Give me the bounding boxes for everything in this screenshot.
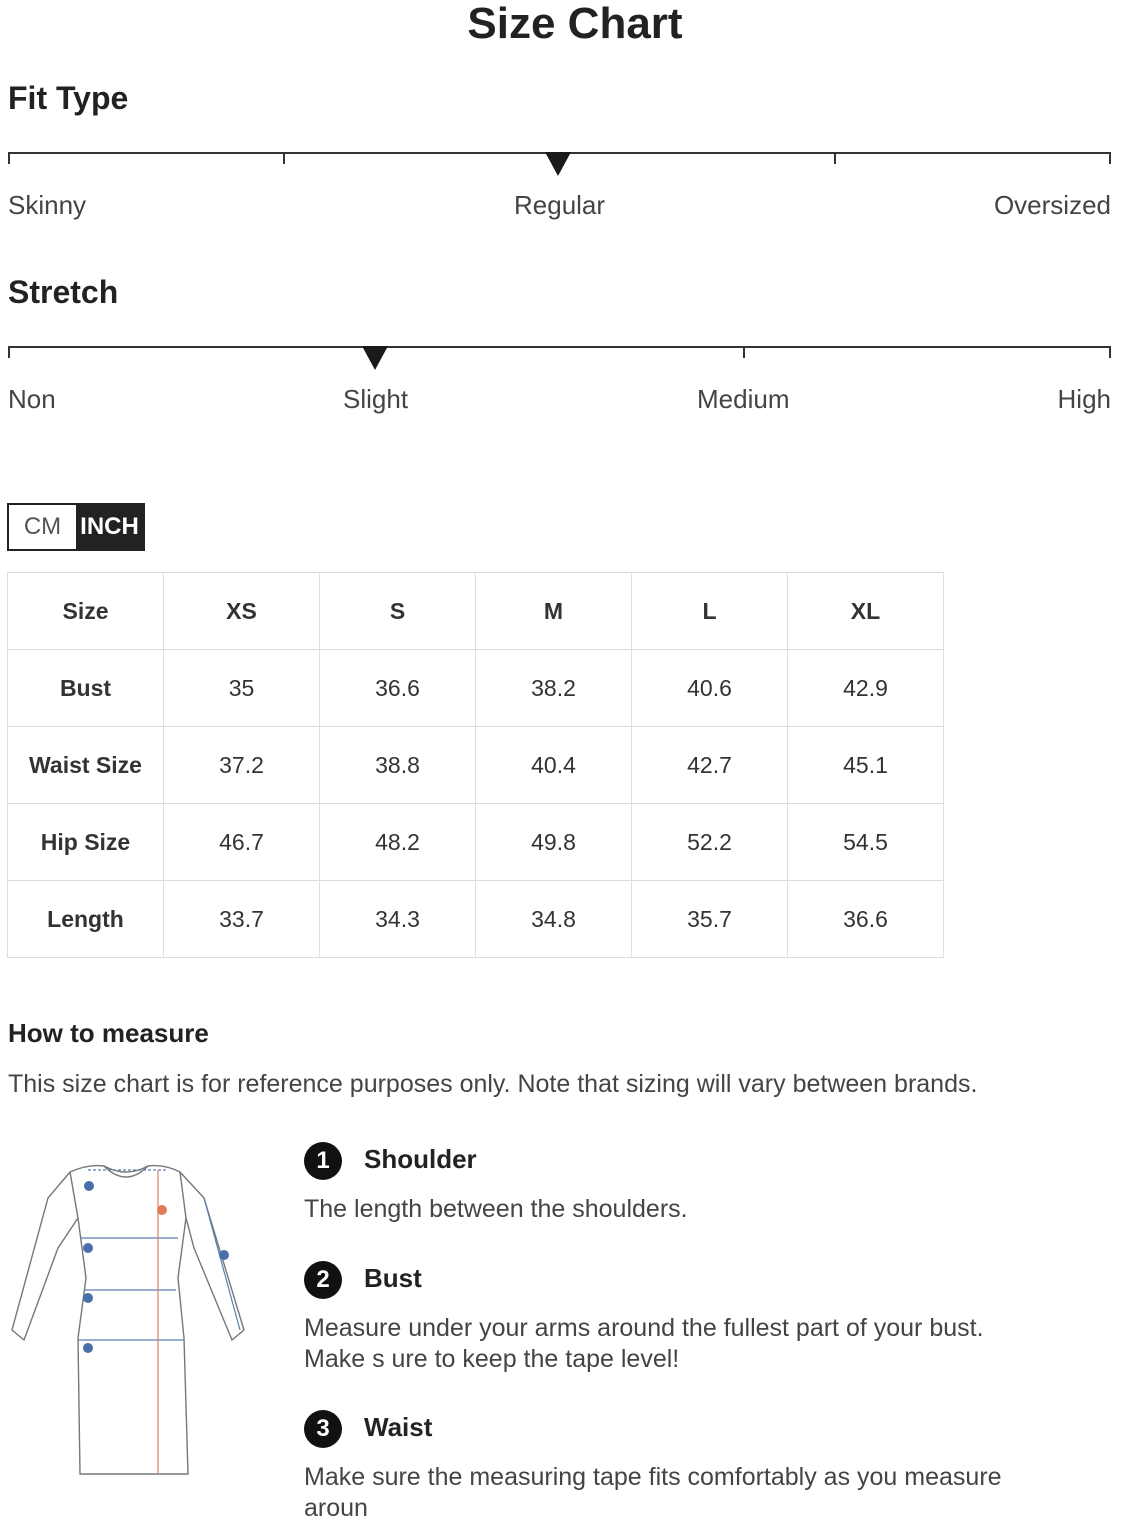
stretch-scale <box>8 346 1111 366</box>
scale-tick <box>1109 152 1111 164</box>
step-number-badge: 3 <box>304 1410 342 1448</box>
table-row-label: Length <box>8 881 164 958</box>
how-to-measure-note: This size chart is for reference purposes only. Note that sizing will vary between brands. <box>8 1070 978 1098</box>
fit-type-heading: Fit Type <box>8 80 129 116</box>
table-row <box>8 804 944 881</box>
how-to-measure-heading: How to measure <box>8 1018 209 1048</box>
table-cell: 46.7 <box>164 804 320 881</box>
table-cell: 45.1 <box>788 727 944 804</box>
table-header-cell: S <box>320 573 476 650</box>
scale-tick <box>1109 346 1111 358</box>
table-cell: 37.2 <box>164 727 320 804</box>
step-name: Shoulder <box>364 1144 477 1174</box>
table-cell: 33.7 <box>164 881 320 958</box>
stretch-marker-icon <box>362 346 388 370</box>
table-cell: 34.3 <box>320 881 476 958</box>
table-header-cell: Size <box>8 573 164 650</box>
stretch-label-slight: Slight <box>343 384 409 414</box>
table-cell: 42.9 <box>788 650 944 727</box>
step-description: The length between the shoulders. <box>304 1195 688 1223</box>
table-cell: 36.6 <box>788 881 944 958</box>
table-cell: 48.2 <box>320 804 476 881</box>
table-row-label: Hip Size <box>8 804 164 881</box>
fit-type-marker-icon <box>545 152 571 176</box>
table-cell: 42.7 <box>632 727 788 804</box>
table-cell: 35 <box>164 650 320 727</box>
step-number-badge: 1 <box>304 1142 342 1180</box>
table-header-cell: M <box>476 573 632 650</box>
scale-tick <box>834 152 836 164</box>
table-cell: 49.8 <box>476 804 632 881</box>
scale-tick <box>283 152 285 164</box>
table-cell: 38.8 <box>320 727 476 804</box>
size-table <box>7 572 944 958</box>
stretch-label-high: High <box>1057 384 1111 414</box>
stretch-heading: Stretch <box>8 274 119 310</box>
fit-label-regular: Regular <box>514 190 606 220</box>
table-header-row <box>8 573 944 650</box>
table-row-label: Bust <box>8 650 164 727</box>
unit-toggle <box>7 503 145 551</box>
fit-label-skinny: Skinny <box>8 190 87 220</box>
table-cell: 35.7 <box>632 881 788 958</box>
unit-cm-button[interactable]: CM <box>9 505 76 549</box>
step-description: Make sure the measuring tape fits comfortably as you measure aroun <box>304 1463 1002 1522</box>
unit-inch-button[interactable]: INCH <box>76 505 143 549</box>
table-row <box>8 881 944 958</box>
step-name: Waist <box>364 1412 433 1442</box>
table-cell: 40.4 <box>476 727 632 804</box>
table-header-cell: L <box>632 573 788 650</box>
table-row-label: Waist Size <box>8 727 164 804</box>
table-row <box>8 650 944 727</box>
table-cell: 38.2 <box>476 650 632 727</box>
table-cell: 52.2 <box>632 804 788 881</box>
stretch-label-non: Non <box>8 384 56 414</box>
table-cell: 36.6 <box>320 650 476 727</box>
fit-type-scale <box>8 152 1111 172</box>
fit-label-oversized: Oversized <box>993 190 1111 220</box>
scale-tick <box>743 346 745 358</box>
table-cell: 34.8 <box>476 881 632 958</box>
table-cell: 54.5 <box>788 804 944 881</box>
step-number-badge: 2 <box>304 1261 342 1299</box>
scale-tick <box>8 152 10 164</box>
stretch-label-medium: Medium <box>697 384 790 414</box>
step-name: Bust <box>364 1263 422 1293</box>
table-header-cell: XL <box>788 573 944 650</box>
scale-tick <box>8 346 10 358</box>
table-cell: 40.6 <box>632 650 788 727</box>
table-row <box>8 727 944 804</box>
step-description: Measure under your arms around the fullest part of your bust. Make s ure to keep the tape level! <box>304 1314 984 1373</box>
scale-line <box>8 346 1111 348</box>
page-title: Size Chart <box>467 0 683 48</box>
table-header-cell: XS <box>164 573 320 650</box>
dress-diagram-icon <box>8 1158 248 1480</box>
